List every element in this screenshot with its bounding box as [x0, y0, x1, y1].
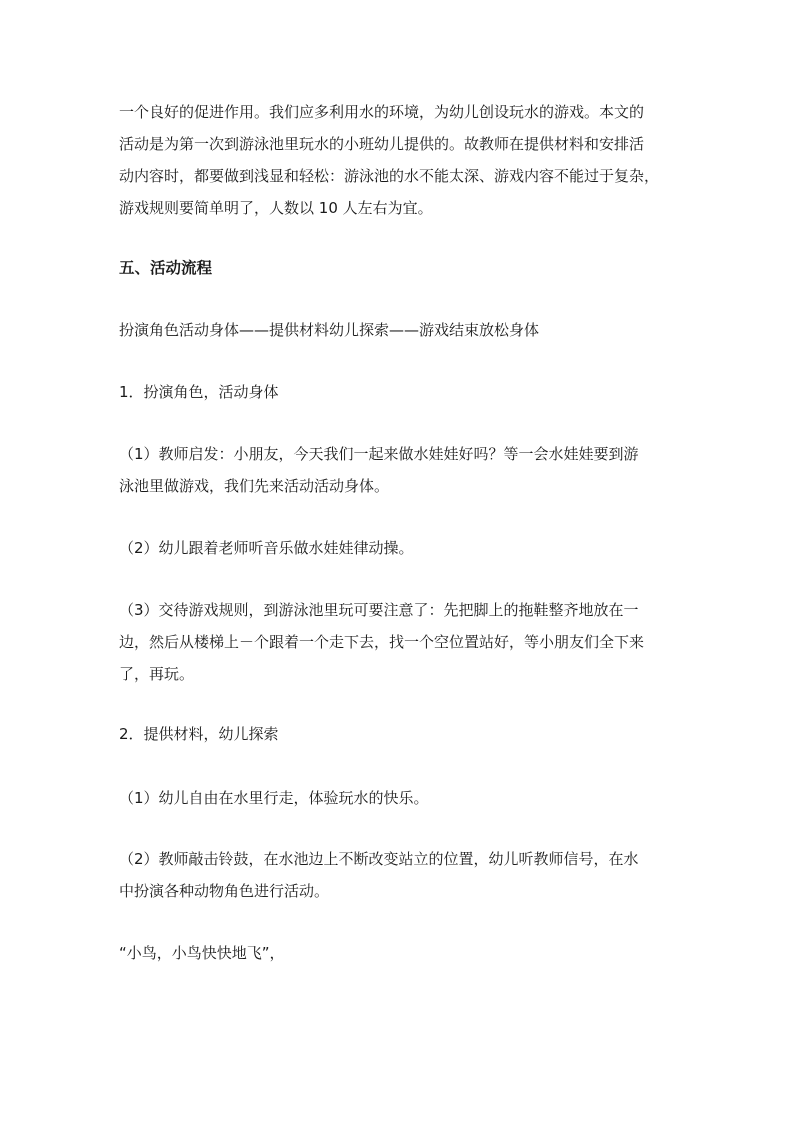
intro-paragraph	[119, 96, 679, 224]
step1-title: 1．扮演角色，活动身体	[119, 383, 279, 401]
flow-summary: 扮演角色活动身体——提供材料幼儿探索——游戏结束放松身体	[119, 321, 540, 339]
intro-line-1: 一个良好的促进作用。我们应多利用水的环境，为幼儿创设玩水的游戏。本文的	[119, 103, 645, 121]
step2-item2-line-2: 中扮演各种动物角色进行活动。	[119, 882, 330, 900]
step2-item2-line-1: （2）教师敲击铃鼓，在水池边上不断改变站立的位置，幼儿听教师信号，在水	[119, 850, 639, 868]
step2-item2	[119, 843, 679, 907]
step2-item1: （1）幼儿自由在水里行走，体验玩水的快乐。	[119, 789, 429, 807]
step1-item3-line-1: （3）交待游戏规则，到游泳池里玩可要注意了：先把脚上的拖鞋整齐地放在一	[119, 601, 639, 619]
step1-item2: （2）幼儿跟着老师听音乐做水娃娃律动操。	[119, 539, 414, 557]
quote-bird: “小鸟，小鸟快快地飞”，	[119, 944, 285, 962]
intro-line-4: 游戏规则要简单明了，人数以 10 人左右为宜。	[119, 199, 433, 217]
step1-item1	[119, 438, 679, 502]
intro-line-2: 活动是为第一次到游泳池里玩水的小班幼儿提供的。故教师在提供材料和安排活	[119, 135, 645, 153]
step1-item3-line-2: 边，然后从楼梯上－个跟着一个走下去，找一个空位置站好，等小朋友们全下来	[119, 633, 645, 651]
step1-item3-line-3: 了，再玩。	[119, 665, 195, 683]
section-heading-activity-flow: 五、活动流程	[119, 259, 213, 277]
step2-title: 2．提供材料，幼儿探索	[119, 725, 279, 743]
step1-item1-line-1: （1）教师启发：小朋友，今天我们一起来做水娃娃好吗？等一会水娃娃要到游	[119, 445, 639, 463]
step1-item3	[119, 594, 679, 690]
step1-item1-line-2: 泳池里做游戏，我们先来活动活动身体。	[119, 477, 390, 495]
intro-line-3: 动内容时，都要做到浅显和轻松：游泳池的水不能太深、游戏内容不能过于复杂，	[119, 167, 660, 185]
